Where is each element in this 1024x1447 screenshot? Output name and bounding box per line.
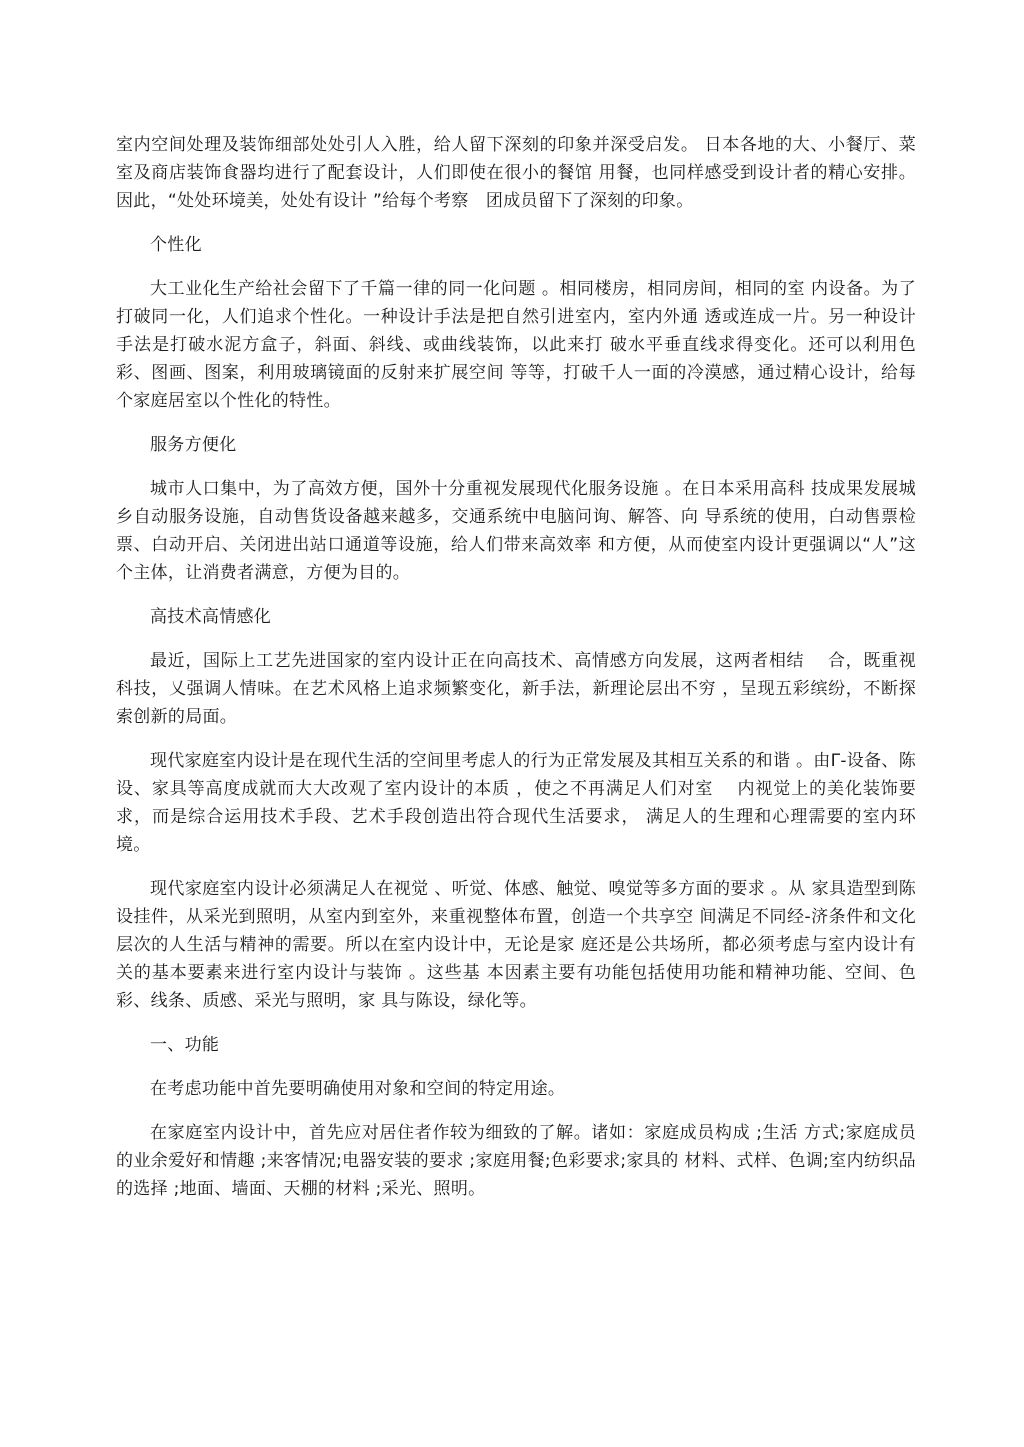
document-body: [116, 131, 916, 1219]
paragraph-function-purpose: 在考虑功能中首先要明确使用对象和空间的特定用途。: [150, 1079, 566, 1099]
paragraph-design-requirements: 现代家庭室内设计必须满足人在视觉 、听觉、体感、触觉、嗅觉等多方面的要求 。从 家具造型到陈设挂件，从采光到照明，从室内到室外，来重视整体布置，创造一个共享空 间满足不同经-济条件和文化层次的人生活与精神的需要。所以在室内设计中，无论是家 庭还是公共场所，都必须考虑与室内设计有关的基本要素来进行室内设计与装饰 。这些基 本因素主要有功能包括使用功能和精神功能、空间、色彩、线条、质感、采光与照明，家 具与陈设，绿化等。: [116, 879, 916, 1011]
section-heading-function: 一、功能: [150, 1035, 220, 1055]
paragraph-resident-survey: 在家庭室内设计中，首先应对居住者作较为细致的了解。诸如：家庭成员构成 ;生活 方式;家庭成员的业余爱好和情趣 ;来客情况;电器安装的要求 ;家庭用餐;色彩要求;家具的 材料、式样、色调;室内纺织品的选择 ;地面、墙面、天棚的材料 ;采光、照明。: [116, 1123, 916, 1199]
section-heading-service-convenience: 服务方便化: [150, 435, 237, 455]
paragraph-personalization: 大工业化生产给社会留下了千篇一律的同一化问题 。相同楼房，相同房间，相同的室 内设备。为了打破同一化，人们追求个性化。一种设计手法是把自然引进室内，室内外通 透或连成一片。另一种设计手法是打破水泥方盒子，斜面、斜线、或曲线装饰，以此来打 破水平垂直线求得变化。还可以利用色彩、图画、图案，利用玻璃镜面的反射来扩展空间 等等，打破千人一面的冷漠感，通过精心设计，给每个家庭居室以个性化的特性。: [116, 279, 916, 411]
paragraph-modern-home-design: 现代家庭室内设计是在现代生活的空间里考虑人的行为正常发展及其相互关系的和谐 。由Γ-设备、陈设、家具等高度成就而大大改观了室内设计的本质 ，使之不再满足人们对室 内视觉上的美化装饰要求，而是综合运用技术手段、艺术手段创造出符合现代生活要求， 满足人的生理和心理需要的室内环境。: [116, 751, 916, 855]
section-heading-personalization: 个性化: [150, 235, 202, 255]
section-heading-high-tech-high-touch: 高技术高情感化: [150, 607, 272, 627]
paragraph-intro: 室内空间处理及装饰细部处处引人入胜，给人留下深刻的印象并深受启发。 日本各地的大、小餐厅、菜室及商店装饰食器均进行了配套设计，人们即使在很小的餐馆 用餐，也同样感受到设计者的精心安排。因此，“处处环境美，处处有设计 ”给每个考察 团成员留下了深刻的印象。: [116, 135, 916, 211]
paragraph-service-convenience: 城市人口集中，为了高效方便，国外十分重视发展现代化服务设施 。在日本采用高科 技成果发展城乡自动服务设施，自动售货设备越来越多，交通系统中电脑问询、解答、向 导系统的使用，白动售票检票、白动开启、关闭进出站口通道等设施，给人们带来高效率 和方便，从而使室内设计更强调以“人”这个主体，让消费者满意，方便为目的。: [116, 479, 916, 583]
paragraph-high-tech-high-touch: 最近，国际上工艺先进国家的室内设计正在向高技术、高情感方向发展，这两者相结 合，既重视科技，乂强调人情味。在艺术风格上追求频繁变化，新手法，新理论层出不穷 ，呈现五彩缤纷，不断探索创新的局面。: [116, 651, 916, 727]
